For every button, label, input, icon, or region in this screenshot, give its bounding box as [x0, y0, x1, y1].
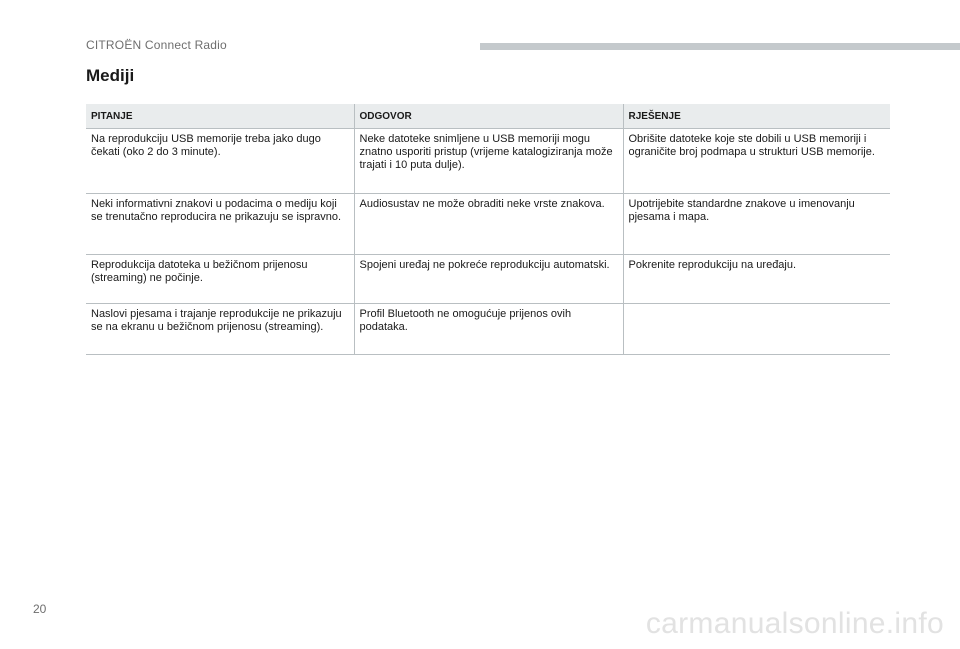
troubleshooting-table: [86, 104, 890, 355]
table-row: [86, 255, 890, 304]
question-cell: Na reprodukciju USB memorije treba jako dugo čekati (oko 2 do 3 minute).: [86, 129, 354, 194]
question-cell: Neki informativni znakovi u podacima o mediju koji se trenutačno reproducira ne prikazuju se ispravno.: [86, 194, 354, 255]
table-row: [86, 129, 890, 194]
table-header-row: [86, 104, 890, 129]
table-row: [86, 304, 890, 355]
answer-cell: Profil Bluetooth ne omogućuje prijenos ovih podataka.: [354, 304, 623, 355]
answer-cell: Spojeni uređaj ne pokreće reprodukciju automatski.: [354, 255, 623, 304]
column-header-question: PITANJE: [86, 104, 354, 129]
document-header-brand: CITROËN Connect Radio: [86, 38, 227, 52]
watermark-text: carmanualsonline.info: [645, 607, 944, 640]
column-header-solution: RJEŠENJE: [623, 104, 890, 129]
answer-cell: Neke datoteke snimljene u USB memoriji mogu znatno usporiti pristup (vrijeme katalogiziranja može trajati i 10 puta dulje).: [354, 129, 623, 194]
table-row: [86, 194, 890, 255]
section-title: Mediji: [86, 66, 135, 85]
header-divider-bar: [480, 43, 960, 50]
solution-cell: Upotrijebite standardne znakove u imenovanju pjesama i mapa.: [623, 194, 890, 255]
answer-cell: Audiosustav ne može obraditi neke vrste znakova.: [354, 194, 623, 255]
solution-cell: [623, 304, 890, 355]
page-number: 20: [33, 602, 47, 616]
question-cell: Reprodukcija datoteka u bežičnom prijenosu (streaming) ne počinje.: [86, 255, 354, 304]
solution-cell: Pokrenite reprodukciju na uređaju.: [623, 255, 890, 304]
column-header-answer: ODGOVOR: [354, 104, 623, 129]
question-cell: Naslovi pjesama i trajanje reprodukcije ne prikazuju se na ekranu u bežičnom prijenosu (streaming).: [86, 304, 354, 355]
solution-cell: Obrišite datoteke koje ste dobili u USB memoriji i ograničite broj podmapa u strukturi USB memorije.: [623, 129, 890, 194]
